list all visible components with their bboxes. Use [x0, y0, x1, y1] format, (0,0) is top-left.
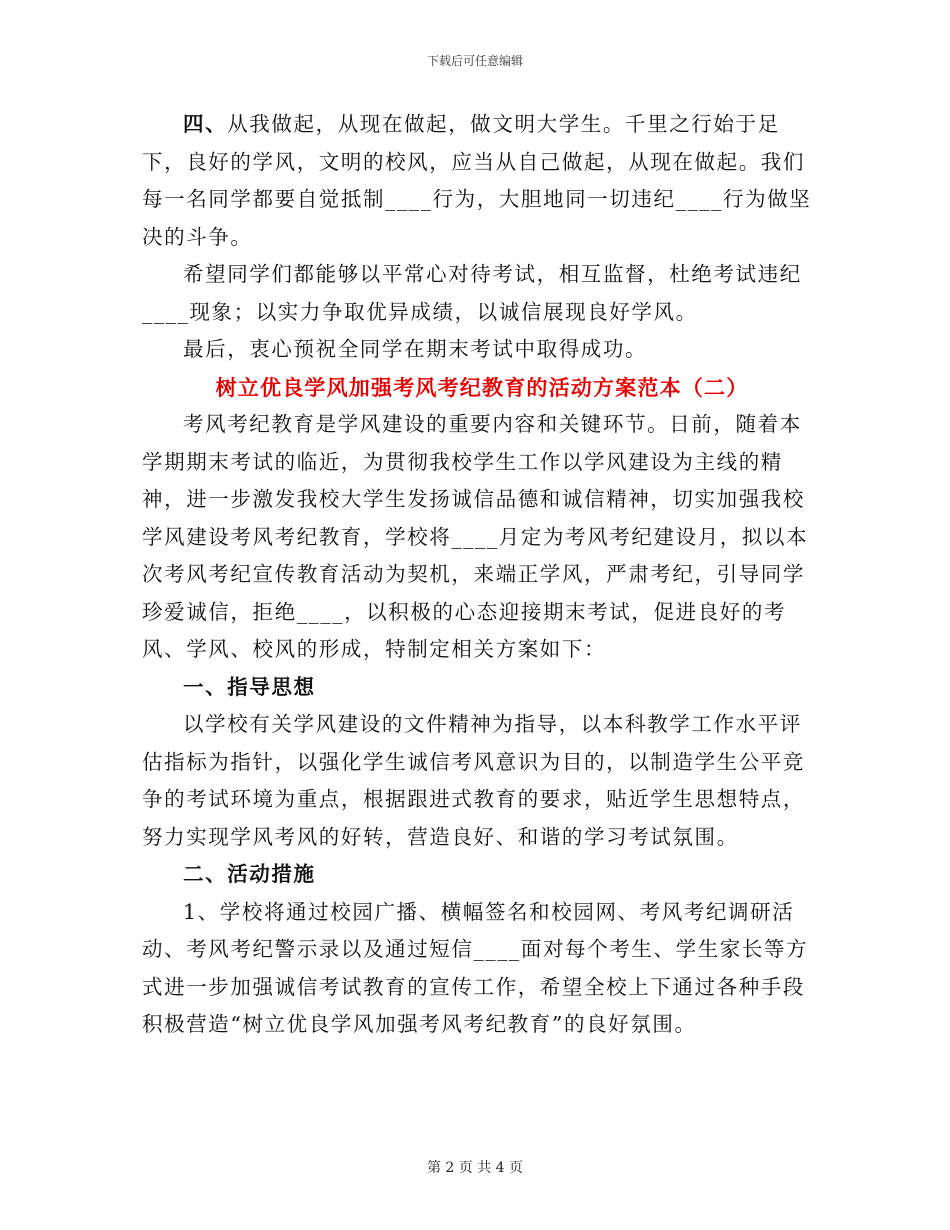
paragraph-final: 最后，衷心预祝全同学在期末考试中取得成功。 — [183, 337, 648, 361]
page-header: 下载后可任意编辑 — [426, 54, 523, 68]
paragraph-measure-1: 1、学校将通过校园广播、横幅签名和校园网、考风考纪调研活动、考风考纪警示录以及通过短信____面对每个考生、学生家长等方式进一步加强诚信考试教育的宣传工作，希望全校上下通过各种手段积极营造“树立优良学风加强考风考纪教育”的良好氛围。 — [142, 899, 809, 1036]
paragraph-four-text: 从我做起，从现在做起，做文明大学生。千里之行始于足下，良好的学风，文明的校风，应当从自己做起，从现在做起。我们每一名同学都要自觉抵制____行为，大胆地同一切违纪____行为做坚决的斗争。 — [142, 112, 812, 249]
document-body — [142, 106, 822, 1044]
paragraph-intro: 考风考纪教育是学风建设的重要内容和关键环节。日前，随着本学期期末考试的临近，为贯彻我校学生工作以学风建设为主线的精神，进一步激发我校大学生发扬诚信品德和诚信精神，切实加强我校学风建设考风考纪教育，学校将____月定为考风考纪建设月，拟以本次考风考纪宣传教育活动为契机，来端正学风，严肃考纪，引导同学珍爱诚信，拒绝____，以积极的心态迎接期末考试，促进良好的考风、学风、校风的形成，特制定相关方案如下： — [142, 412, 809, 661]
paragraph-four — [142, 106, 822, 256]
paragraph-hope: 希望同学们都能够以平常心对待考试，相互监督，杜绝考试违纪____现象；以实力争取优异成绩，以诚信展现良好学风。 — [142, 262, 802, 324]
heading-activity-measures: 二、活动措施 — [183, 862, 316, 886]
paragraph-guiding-ideology: 以学校有关学风建设的文件精神为指导，以本科教学工作水平评估指标为指针，以强化学生诚信考风意识为目的，以制造学生公平竞争的考试环境为重点，根据跟进式教育的要求，贴近学生思想特点，努力实现学风考风的好转，营造良好、和谐的学习考试氛围。 — [142, 712, 805, 849]
section-title: 树立优良学风加强考风考纪教育的活动方案范本（二） — [215, 374, 749, 400]
paragraph-four-number: 四、 — [183, 112, 228, 136]
page-footer: 第 2 页 共 4 页 — [426, 1160, 524, 1176]
heading-guiding-ideology: 一、指导思想 — [183, 674, 316, 699]
